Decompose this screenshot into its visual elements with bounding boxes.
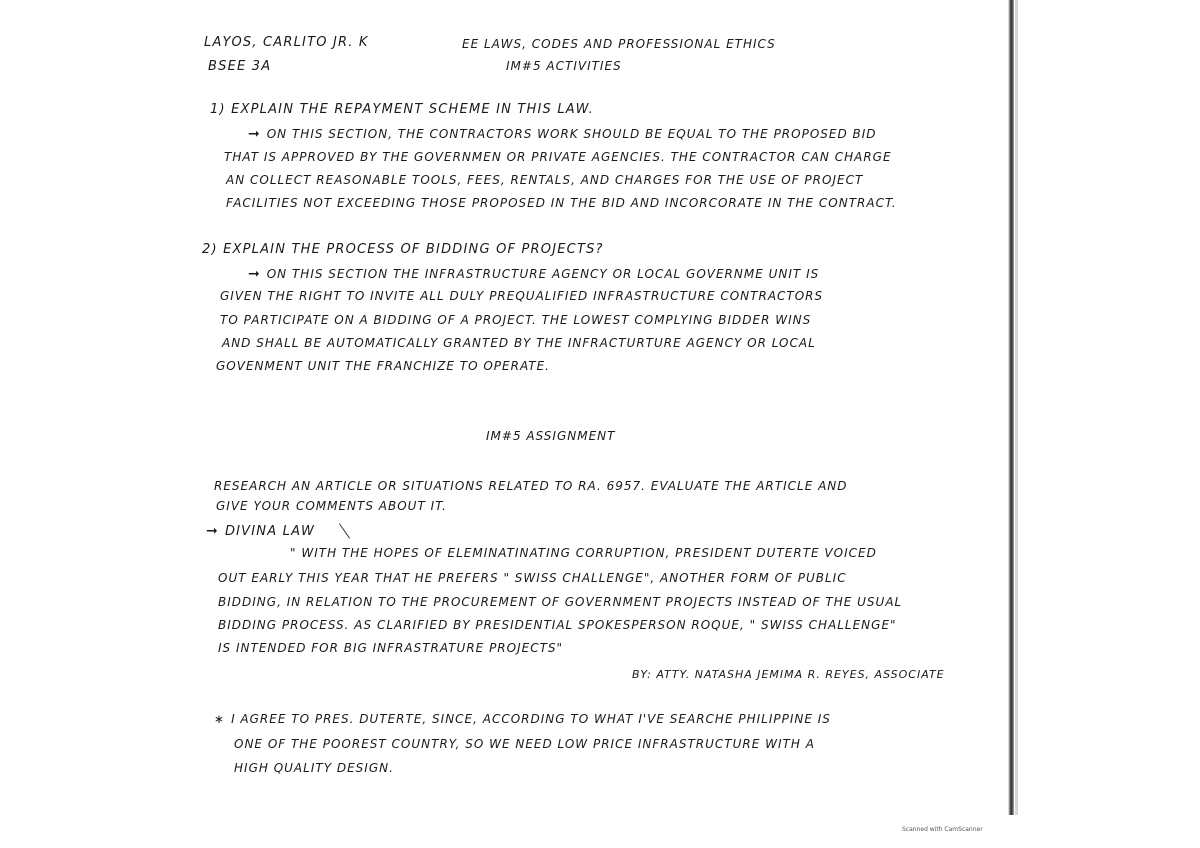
arrow-icon: ➞ xyxy=(206,523,219,539)
asterisk-bullet-icon: ∗ xyxy=(214,712,226,726)
question-1: 1) EXPLAIN THE REPAYMENT SCHEME IN THIS LAW. xyxy=(210,102,594,117)
scanner-edge-light xyxy=(1015,0,1018,815)
source-title: ➞ DIVINA LAW xyxy=(206,523,316,539)
q2-answer-line-4: AND SHALL BE AUTOMATICALLY GRANTED BY THE INFRACTURTURE AGENCY OR LOCAL xyxy=(222,336,816,350)
quote-line-5: IS INTENDED FOR BIG INFRASTRATURE PROJECTS" xyxy=(218,641,564,655)
comment-line-1: ∗ I AGREE TO PRES. DUTERTE, SINCE, ACCORDING TO WHAT I'VE SEARCHE PHILIPPINE IS xyxy=(214,712,831,726)
activity-title: IM#5 ACTIVITIES xyxy=(506,59,622,73)
q1-answer-line-1: ➞ ON THIS SECTION, THE CONTRACTORS WORK SHOULD BE EQUAL TO THE PROPOSED BID xyxy=(248,126,877,142)
quote-line-3: BIDDING, IN RELATION TO THE PROCUREMENT OF GOVERNMENT PROJECTS INSTEAD OF THE USUAL xyxy=(218,595,903,609)
q1-answer-line-4: FACILITIES NOT EXCEEDING THOSE PROPOSED IN THE BID AND INCORCORATE IN THE CONTRACT. xyxy=(226,196,897,210)
comment-line-2: ONE OF THE POOREST COUNTRY, SO WE NEED LOW PRICE INFRASTRUCTURE WITH A xyxy=(234,737,815,751)
q2-answer-line-2: GIVEN THE RIGHT TO INVITE ALL DULY PREQUALIFIED INFRASTRUCTURE CONTRACTORS xyxy=(220,289,824,303)
article-byline: BY: ATTY. NATASHA JEMIMA R. REYES, ASSOCIATE xyxy=(632,668,945,681)
q1-answer-line-3: AN COLLECT REASONABLE TOOLS, FEES, RENTALS, AND CHARGES FOR THE USE OF PROJECT xyxy=(226,173,864,187)
student-section: BSEE 3A xyxy=(208,59,272,74)
pen-stroke xyxy=(339,523,350,538)
scanner-watermark: Scanned with CamScanner xyxy=(902,826,983,833)
course-title: EE LAWS, CODES AND PROFESSIONAL ETHICS xyxy=(462,37,776,51)
assignment-instruction-line-2: GIVE YOUR COMMENTS ABOUT IT. xyxy=(216,499,447,513)
quote-line-1: " WITH THE HOPES OF ELEMINATINATING CORRUPTION, PRESIDENT DUTERTE VOICED xyxy=(290,546,877,560)
arrow-icon: ➞ xyxy=(248,126,261,142)
q1-answer-line-2: THAT IS APPROVED BY THE GOVERNMEN OR PRIVATE AGENCIES. THE CONTRACTOR CAN CHARGE xyxy=(224,150,892,164)
q2-answer-line-1: ➞ ON THIS SECTION THE INFRASTRUCTURE AGENCY OR LOCAL GOVERNME UNIT IS xyxy=(248,266,820,282)
q2-answer-line-5: GOVENMENT UNIT THE FRANCHIZE TO OPERATE. xyxy=(216,359,550,373)
comment-line-3: HIGH QUALITY DESIGN. xyxy=(234,761,394,775)
quote-line-2: OUT EARLY THIS YEAR THAT HE PREFERS " SWISS CHALLENGE", ANOTHER FORM OF PUBLIC xyxy=(218,571,847,585)
assignment-instruction-line-1: RESEARCH AN ARTICLE OR SITUATIONS RELATED TO RA. 6957. EVALUATE THE ARTICLE AND xyxy=(214,479,848,493)
assignment-heading: IM#5 ASSIGNMENT xyxy=(486,429,616,443)
arrow-icon: ➞ xyxy=(248,266,261,282)
student-name: LAYOS, CARLITO JR. K xyxy=(204,35,369,50)
q2-answer-line-3: TO PARTICIPATE ON A BIDDING OF A PROJECT. THE LOWEST COMPLYING BIDDER WINS xyxy=(220,313,812,327)
question-2: 2) EXPLAIN THE PROCESS OF BIDDING OF PROJECTS? xyxy=(202,242,604,257)
scanner-edge-shadow xyxy=(1008,0,1014,815)
quote-line-4: BIDDING PROCESS. AS CLARIFIED BY PRESIDENTIAL SPOKESPERSON ROQUE, " SWISS CHALLENGE" xyxy=(218,618,897,632)
